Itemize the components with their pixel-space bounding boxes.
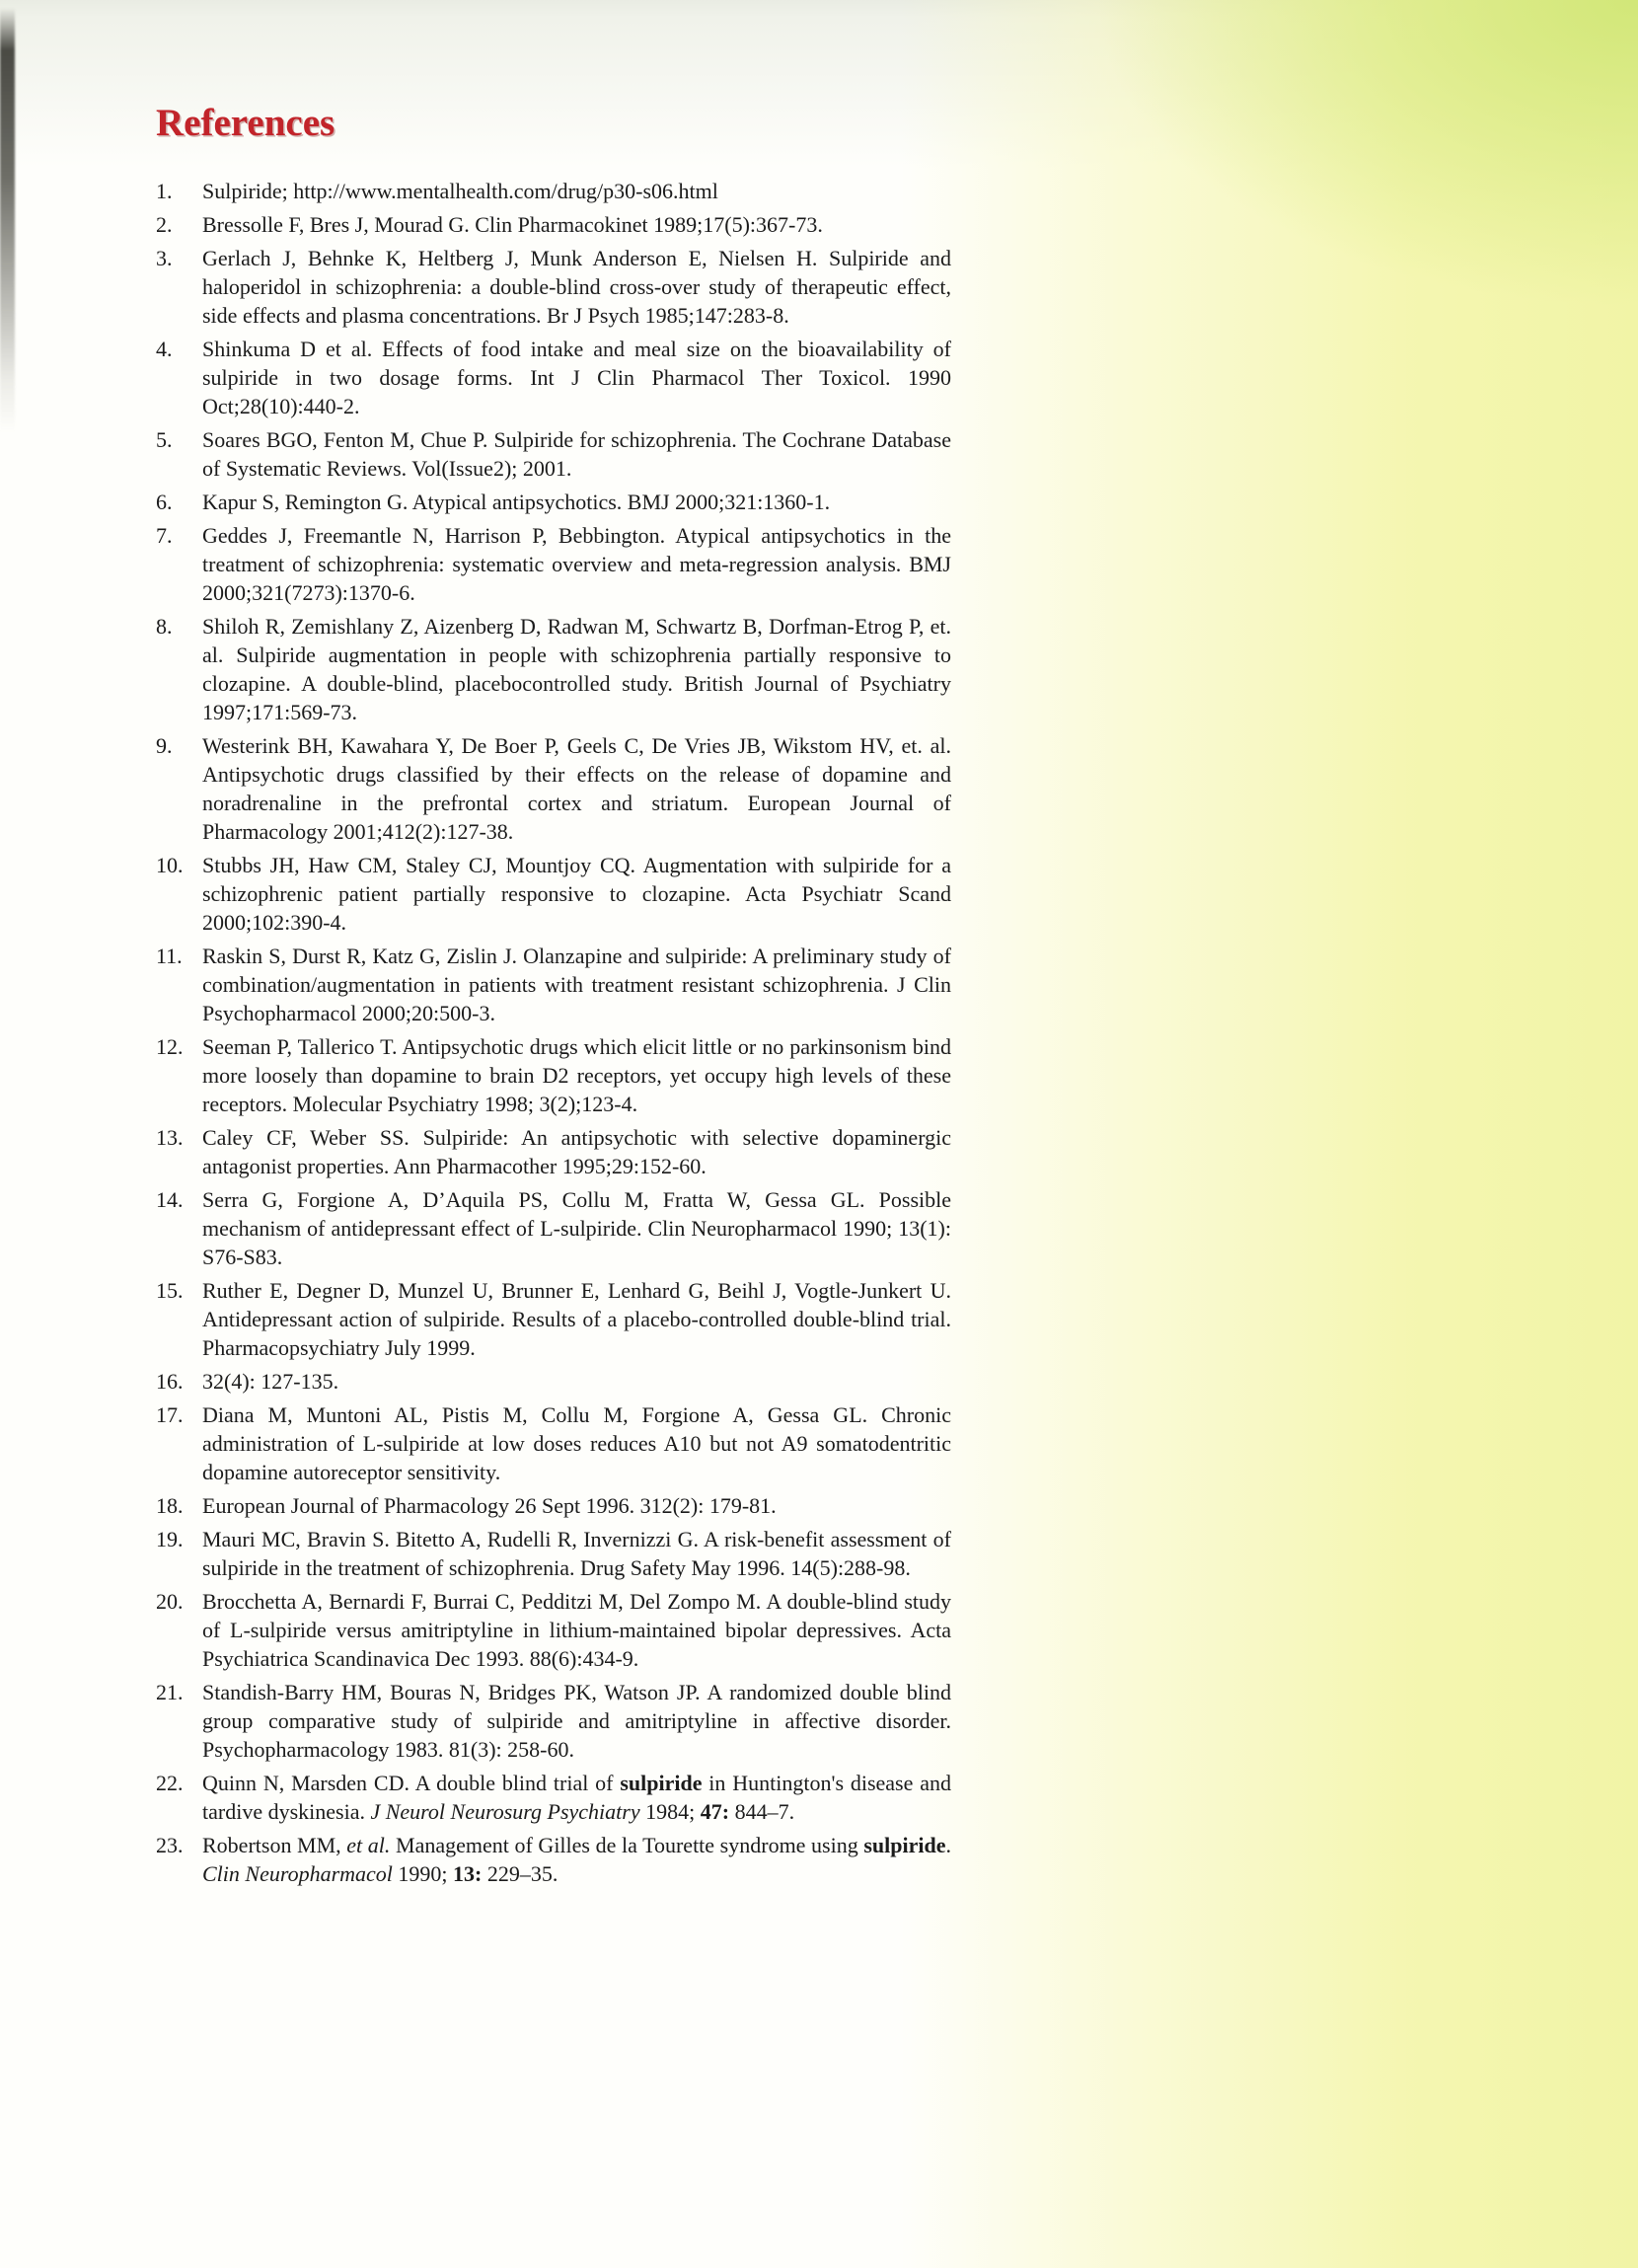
reference-item — [156, 942, 951, 1027]
reference-text: Raskin S, Durst R, Katz G, Zislin J. Olanzapine and sulpiride: A preliminary study of combination/augmentation in patients with treatment resistant schizophrenia. J Clin Psychopharmacol 2000;20:500-3. — [202, 944, 951, 1025]
reference-text: Ruther E, Degner D, Munzel U, Brunner E, Lenhard G, Beihl J, Vogtle-Junkert U. Antidepressant action of sulpiride. Results of a placebo-controlled double-blind trial. Pharmacopsychiatry July 1999. — [202, 1278, 951, 1360]
reference-text: Serra G, Forgione A, D’Aquila PS, Collu M, Fratta W, Gessa GL. Possible mechanism of antidepressant effect of L-sulpiride. Clin Neuropharmacol 1990; 13(1): S76-S83. — [202, 1187, 951, 1269]
reference-number: 14. — [156, 1187, 184, 1212]
page-title: References — [156, 102, 335, 144]
reference-item — [156, 1123, 951, 1180]
reference-number: 21. — [156, 1680, 184, 1704]
reference-number: 10. — [156, 853, 184, 877]
reference-number: 5. — [156, 427, 173, 452]
scan-edge-artifact — [0, 8, 15, 432]
reference-text: Seeman P, Tallerico T. Antipsychotic drugs which elicit little or no parkinsonism bind more loosely than dopamine to brain D2 receptors, yet occupy high levels of these receptors. Molecular Psychiatry 1998; 3(2);123-4. — [202, 1034, 951, 1116]
reference-text: Geddes J, Freemantle N, Harrison P, Bebbington. Atypical antipsychotics in the treatment of schizophrenia: systematic overview and meta-regression analysis. BMJ 2000;321(7273):1370-6. — [202, 523, 951, 605]
reference-text: Robertson MM, et al. Management of Gilles de la Tourette syndrome using sulpiride. Clin Neuropharmacol 1990; 13: 229–35. — [202, 1833, 951, 1886]
reference-item — [156, 1276, 951, 1362]
reference-item — [156, 1831, 951, 1888]
reference-text: Soares BGO, Fenton M, Chue P. Sulpiride for schizophrenia. The Cochrane Database of Systematic Reviews. Vol(Issue2); 2001. — [202, 427, 951, 481]
reference-number: 19. — [156, 1527, 184, 1551]
reference-item — [156, 1367, 951, 1396]
reference-text: Gerlach J, Behnke K, Heltberg J, Munk Anderson E, Nielsen H. Sulpiride and haloperidol in schizophrenia: a double-blind cross-over study of therapeutic effect, side effects and plasma concentrations. Br J Psych 1985;147:283-8. — [202, 246, 951, 328]
reference-number: 9. — [156, 733, 173, 758]
reference-text: Quinn N, Marsden CD. A double blind trial of sulpiride in Huntington's disease and tardive dyskinesia. J Neurol Neurosurg Psychiatry 1984; 47: 844–7. — [202, 1771, 951, 1824]
reference-text: Shinkuma D et al. Effects of food intake and meal size on the bioavailability of sulpiride in two dosage forms. Int J Clin Pharmacol Ther Toxicol. 1990 Oct;28(10):440-2. — [202, 337, 951, 418]
reference-item — [156, 425, 951, 483]
reference-item — [156, 210, 951, 239]
reference-text: Diana M, Muntoni AL, Pistis M, Collu M, Forgione A, Gessa GL. Chronic administration of L-sulpiride at low doses reduces A10 but not A9 somatodentritic dopamine autoreceptor sensitivity. — [202, 1402, 951, 1484]
reference-text: Mauri MC, Bravin S. Bitetto A, Rudelli R, Invernizzi G. A risk-benefit assessment of sulpiride in the treatment of schizophrenia. Drug Safety May 1996. 14(5):288-98. — [202, 1527, 951, 1580]
reference-item — [156, 1525, 951, 1582]
reference-number: 23. — [156, 1833, 184, 1857]
reference-number: 11. — [156, 944, 183, 968]
reference-text: Caley CF, Weber SS. Sulpiride: An antipsychotic with selective dopaminergic antagonist properties. Ann Pharmacother 1995;29:152-60. — [202, 1125, 951, 1178]
reference-number: 6. — [156, 490, 173, 514]
reference-number: 22. — [156, 1771, 184, 1795]
reference-item — [156, 1769, 951, 1826]
reference-text: 32(4): 127-135. — [202, 1369, 339, 1394]
reference-number: 4. — [156, 337, 173, 361]
reference-text: Stubbs JH, Haw CM, Staley CJ, Mountjoy CQ. Augmentation with sulpiride for a schizophrenic patient partially responsive to clozapine. Acta Psychiatr Scand 2000;102:390-4. — [202, 853, 951, 935]
reference-item — [156, 731, 951, 846]
reference-text: Kapur S, Remington G. Atypical antipsychotics. BMJ 2000;321:1360-1. — [202, 490, 831, 514]
reference-item — [156, 612, 951, 726]
reference-text: Brocchetta A, Bernardi F, Burrai C, Pedditzi M, Del Zompo M. A double-blind study of L-sulpiride versus amitriptyline in lithium-maintained bipolar depressives. Acta Psychiatrica Scandinavica Dec 1993. 88(6):434-9. — [202, 1589, 951, 1671]
reference-list — [156, 177, 951, 1893]
reference-text: Standish-Barry HM, Bouras N, Bridges PK, Watson JP. A randomized double blind group comparative study of sulpiride and amitriptyline in affective disorder. Psychopharmacology 1983. 81(3): 258-60. — [202, 1680, 951, 1762]
reference-number: 8. — [156, 614, 173, 639]
reference-number: 17. — [156, 1402, 184, 1427]
reference-number: 12. — [156, 1034, 184, 1059]
reference-item — [156, 1032, 951, 1118]
reference-item — [156, 335, 951, 420]
reference-text: Westerink BH, Kawahara Y, De Boer P, Geels C, De Vries JB, Wikstom HV, et. al. Antipsychotic drugs classified by their effects on the release of dopamine and noradrenaline in the prefrontal cortex and striatum. European Journal of Pharmacology 2001;412(2):127-38. — [202, 733, 951, 844]
reference-item — [156, 488, 951, 516]
reference-text: European Journal of Pharmacology 26 Sept 1996. 312(2): 179-81. — [202, 1493, 777, 1518]
reference-number: 13. — [156, 1125, 184, 1150]
reference-number: 18. — [156, 1493, 184, 1518]
reference-item — [156, 1587, 951, 1673]
reference-item — [156, 521, 951, 607]
reference-item — [156, 1400, 951, 1486]
reference-item — [156, 1185, 951, 1271]
reference-item — [156, 244, 951, 330]
reference-text: Shiloh R, Zemishlany Z, Aizenberg D, Radwan M, Schwartz B, Dorfman-Etrog P, et. al. Sulpiride augmentation in people with schizophrenia partially responsive to clozapine. A double-blind, placebocontrolled study. British Journal of Psychiatry 1997;171:569-73. — [202, 614, 951, 724]
reference-number: 20. — [156, 1589, 184, 1614]
reference-text: Bressolle F, Bres J, Mourad G. Clin Pharmacokinet 1989;17(5):367-73. — [202, 212, 823, 237]
reference-number: 1. — [156, 179, 173, 203]
reference-number: 15. — [156, 1278, 184, 1303]
reference-number: 7. — [156, 523, 173, 548]
reference-item — [156, 1491, 951, 1520]
reference-number: 2. — [156, 212, 173, 237]
reference-number: 3. — [156, 246, 173, 270]
reference-text: Sulpiride; http://www.mentalhealth.com/drug/p30-s06.html — [202, 179, 718, 203]
reference-number: 16. — [156, 1369, 184, 1394]
reference-item — [156, 177, 951, 205]
reference-item — [156, 851, 951, 937]
reference-item — [156, 1678, 951, 1764]
